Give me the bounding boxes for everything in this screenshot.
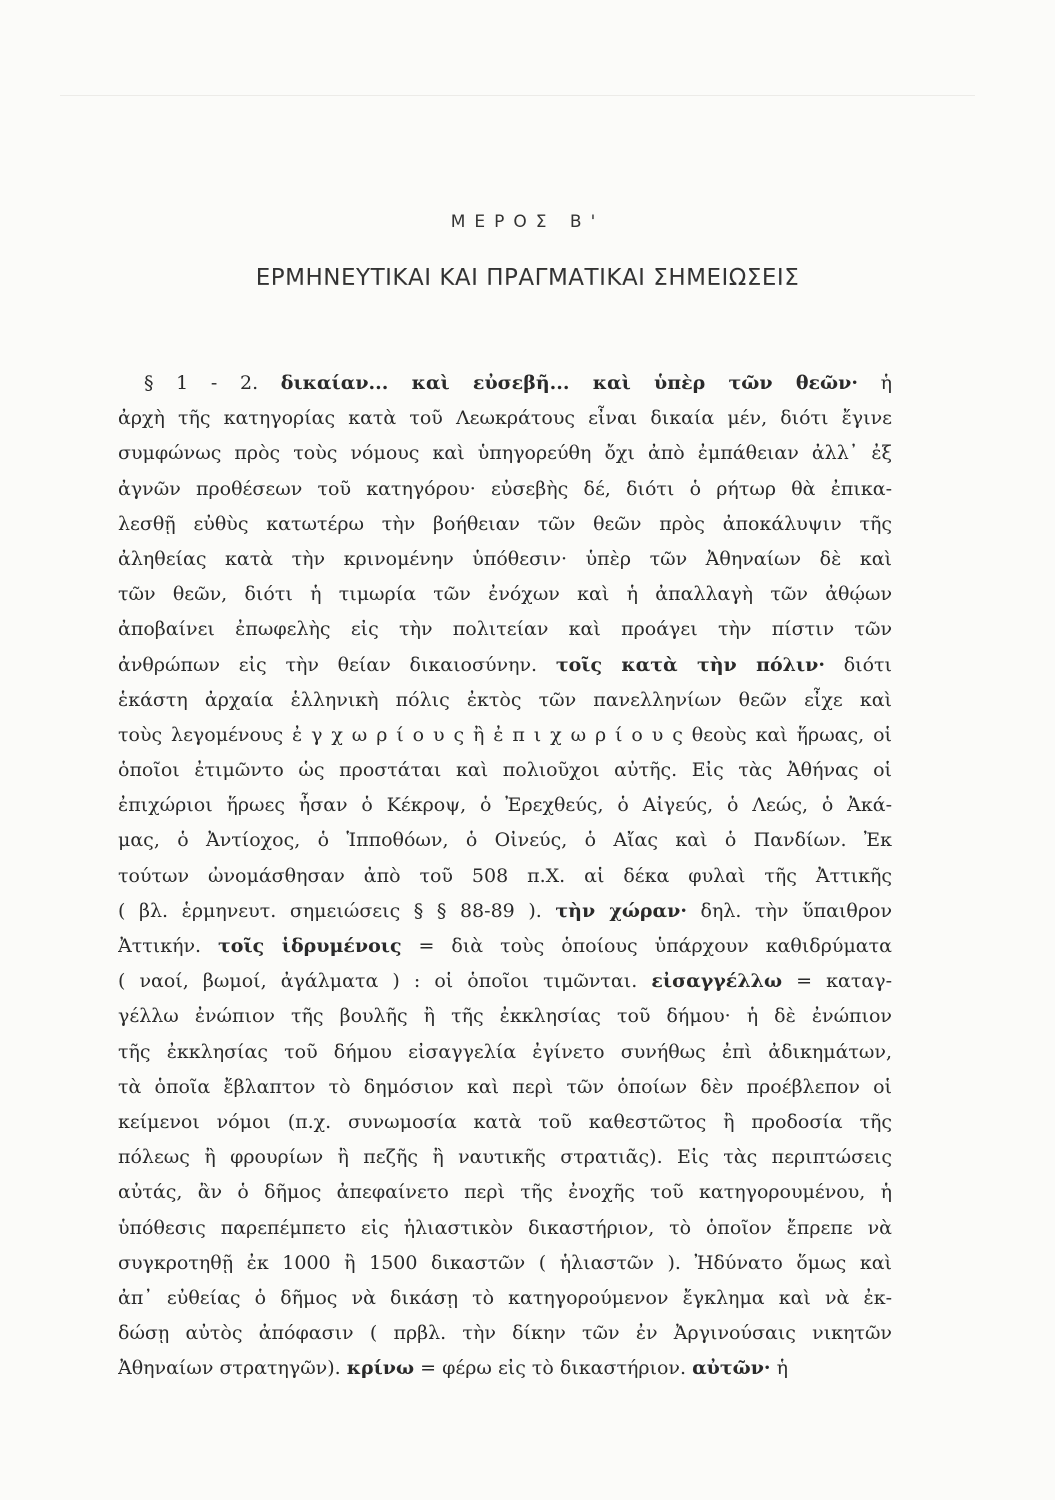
text-line: [118, 1035, 892, 1070]
text-line: [118, 823, 892, 858]
part-heading: ΜΕΡΟΣ Β': [450, 212, 605, 232]
text-line: [118, 577, 892, 612]
text-line: [118, 1246, 892, 1281]
text-segment: τὰ ὁποῖα ἔβλαπτον τὸ δημόσιον καὶ περὶ τῶν ὁποίων δὲν προέβλεπον οἱ: [118, 1075, 892, 1098]
text-line: [118, 788, 892, 823]
text-segment: πόλεως ἢ φρουρίων ἢ πεζῆς ἢ ναυτικῆς στρατιᾶς). Εἰς τὰς περιπτώσεις: [118, 1146, 892, 1169]
text-line: [118, 507, 892, 542]
text-line: [118, 1105, 892, 1140]
text-segment: δώσῃ αὐτὸς ἀπόφασιν ( πρβλ. τὴν δίκην τῶν ἐν Ἀργινούσαις νικητῶν: [118, 1322, 892, 1345]
text-segment: αὐτάς, ἂν ὁ δῆμος ἀπεφαίνετο περὶ τῆς ἐνοχῆς τοῦ κατηγορουμένου, ἡ: [118, 1181, 892, 1204]
text-line: [118, 401, 892, 436]
text-segment: τούτων ὠνομάσθησαν ἀπὸ τοῦ 508 π.Χ. αἱ δέκα φυλαὶ τῆς Ἀττικῆς: [118, 864, 892, 887]
text-line: [118, 472, 892, 507]
text-segment: Ἀθηναίων στρατηγῶν).: [118, 1357, 347, 1380]
lemma-term: τοῖς κατὰ τὴν πόλιν·: [555, 653, 825, 676]
text-line: [118, 999, 892, 1034]
text-segment: τῶν θεῶν, διότι ἡ τιμωρία τῶν ἐνόχων καὶ ἡ ἀπαλλαγὴ τῶν ἀθῴων: [118, 583, 892, 606]
text-segment: = καταγ-: [782, 970, 892, 993]
text-segment: μας, ὁ Ἀντίοχος, ὁ Ἱπποθόων, ὁ Οἰνεύς, ὁ Αἴας καὶ ὁ Πανδίων. Ἐκ: [118, 829, 892, 852]
text-line: [118, 753, 892, 788]
text-segment: συγκροτηθῇ ἐκ 1000 ἢ 1500 δικαστῶν ( ἡλιαστῶν ). Ἠδύνατο ὅμως καὶ: [118, 1251, 892, 1274]
text-segment: δηλ. τὴν ὕπαιθρον: [686, 899, 892, 922]
text-segment: ὑπόθεσις παρεπέμπετο εἰς ἡλιαστικὸν δικαστήριον, τὸ ὁποῖον ἔπρεπε νὰ: [118, 1216, 892, 1239]
text-segment: ἀγνῶν προθέσεων τοῦ κατηγόρου· εὐσεβὴς δέ, διότι ὁ ρήτωρ θὰ ἐπικα-: [118, 477, 892, 500]
text-segment: ἀληθείας κατὰ τὴν κρινομένην ὑπόθεσιν· ὑπὲρ τῶν Ἀθηναίων δὲ καὶ: [118, 547, 892, 570]
text-line: [118, 718, 892, 753]
text-segment: τῆς ἐκκλησίας τοῦ δήμου εἰσαγγελία ἐγίνετο συνήθως ἐπὶ ἀδικημάτων,: [118, 1040, 892, 1063]
text-segment: ἑκάστη ἀρχαία ἑλληνικὴ πόλις ἐκτὸς τῶν πανελληνίων θεῶν εἶχε καὶ: [118, 688, 892, 711]
text-line: [118, 1070, 892, 1105]
lemma-term: δικαίαν... καὶ εὐσεβῆ... καὶ ὑπὲρ τῶν θεῶν·: [280, 372, 858, 394]
text-line: [118, 859, 892, 894]
lemma-term: αὐτῶν·: [692, 1357, 771, 1380]
text-line: [118, 648, 892, 683]
text-segment: λεσθῇ εὐθὺς κατωτέρω τὴν βοήθειαν τῶν θεῶν πρὸς ἀποκάλυψιν τῆς: [118, 512, 892, 535]
bleed-through-line: [60, 95, 975, 96]
text-line: [118, 366, 892, 401]
text-line: [118, 683, 892, 718]
text-line: [118, 1140, 892, 1175]
text-segment: τοὺς λεγομένους ἐ γ χ ω ρ ί ο υ ς ἢ ἐ π ι χ ω ρ ί ο υ ς θεοὺς καὶ ἥρωας, οἱ: [118, 723, 892, 746]
text-segment: = φέρω εἰς τὸ δικαστήριον.: [414, 1357, 693, 1380]
text-line: [118, 964, 892, 999]
text-segment: ἀρχὴ τῆς κατηγορίας κατὰ τοῦ Λεωκράτους εἶναι δικαία μέν, διότι ἔγινε: [118, 407, 892, 430]
lemma-term: εἰσαγγέλλω: [651, 970, 783, 993]
text-segment: ἀνθρώπων εἰς τὴν θείαν δικαιοσύνην.: [118, 653, 556, 676]
text-segment: κείμενοι νόμοι (π.χ. συνωμοσία κατὰ τοῦ καθεστῶτος ἢ προδοσία τῆς: [118, 1110, 892, 1133]
text-line: [118, 542, 892, 577]
text-line: [118, 1211, 892, 1246]
text-line: [118, 894, 892, 929]
text-line: [118, 612, 892, 647]
text-segment: διότι: [824, 653, 892, 676]
text-segment: Ἀττικήν.: [118, 935, 219, 957]
text-segment: ( ναοί, βωμοί, ἀγάλματα ) : οἱ ὁποῖοι τιμῶνται.: [118, 970, 652, 993]
text-segment: ἀποβαίνει ἐπωφελὴς εἰς τὴν πολιτείαν καὶ προάγει τὴν πίστιν τῶν: [118, 618, 892, 641]
text-segment: συμφώνως πρὸς τοὺς νόμους καὶ ὑπηγορεύθη ὄχι ἀπὸ ἐμπάθειαν ἀλλ᾿ ἐξ: [118, 442, 892, 465]
lemma-term: κρίνω: [346, 1357, 415, 1380]
commentary-text: [118, 366, 892, 1386]
section-title: ΕΡΜΗΝΕΥΤΙΚΑΙ ΚΑΙ ΠΡΑΓΜΑΤΙΚΑΙ ΣΗΜΕΙΩΣΕΙΣ: [255, 265, 800, 291]
lemma-term: τοῖς ἱδρυμένοις: [218, 935, 402, 957]
text-segment: ἡ: [770, 1357, 788, 1380]
text-line: [118, 1351, 892, 1386]
text-segment: § 1 - 2.: [144, 372, 281, 394]
text-segment: ( βλ. ἑρμηνευτ. σημειώσεις § § 88-89 ).: [118, 899, 556, 922]
lemma-term: τὴν χώραν·: [555, 899, 687, 922]
text-segment: ἀπ᾿ εὐθείας ὁ δῆμος νὰ δικάσῃ τὸ κατηγορούμενον ἔγκλημα καὶ νὰ ἐκ-: [118, 1286, 892, 1309]
text-line: [118, 1175, 892, 1210]
text-line: [118, 929, 892, 964]
text-segment: = διὰ τοὺς ὁποίους ὑπάρχουν καθιδρύματα: [401, 935, 892, 957]
text-segment: ὁποῖοι ἐτιμῶντο ὡς προστάται καὶ πολιοῦχοι αὐτῆς. Εἰς τὰς Ἀθήνας οἱ: [118, 759, 892, 782]
text-line: [118, 1316, 892, 1351]
text-segment: ἐπιχώριοι ἥρωες ἦσαν ὁ Κέκροψ, ὁ Ἐρεχθεύς, ὁ Αἰγεύς, ὁ Λεώς, ὁ Ἀκά-: [118, 794, 892, 817]
text-segment: γέλλω ἐνώπιον τῆς βουλῆς ἢ τῆς ἐκκλησίας τοῦ δήμου· ἡ δὲ ἐνώπιον: [118, 1005, 892, 1028]
text-segment: ἡ: [857, 372, 892, 394]
text-line: [118, 436, 892, 471]
text-line: [118, 1281, 892, 1316]
